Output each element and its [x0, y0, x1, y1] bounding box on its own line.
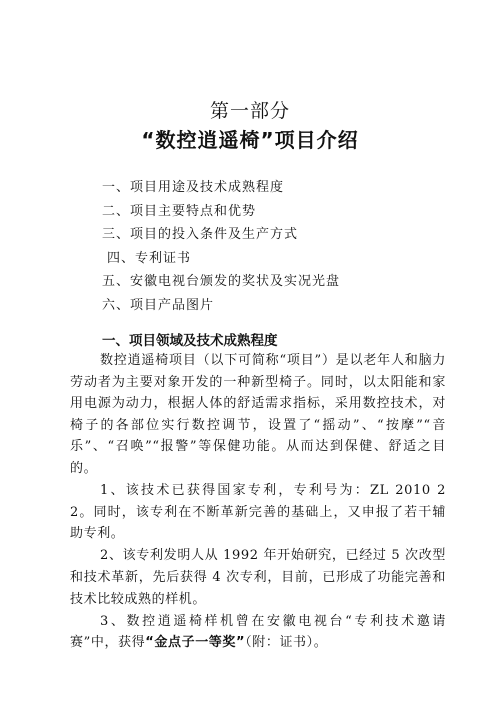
award-name: “金点子一等奖”: [145, 635, 246, 651]
intro-paragraph: 数控逍遥椅项目（以下可简称“项目”）是以老年人和脑力劳动者为主要对象开发的一种新型椅子。同时，以太阳能和家用电源为动力，根据人体的舒适需求指标，采用数控技术，对椅子的各部位实行数控调节，设置了“摇动”、“按摩”“音乐”、“召唤”“报警”等保健功能。从而达到保健、舒适之目的。: [70, 353, 446, 476]
toc-item-6: 六、项目产品图片: [102, 297, 215, 313]
toc-item-1: 一、项目用途及技术成熟程度: [102, 180, 285, 195]
toc-item-2: 二、项目主要特点和优势: [102, 203, 257, 219]
point-1-paragraph: 1、该技术已获得国家专利，专利号为：ZL 2010 2 2。同时，该专利在不断革新完善的基础上，又申报了若干辅助专利。: [70, 483, 465, 542]
point-3-paragraph: [70, 611, 446, 654]
point-2-paragraph: 2、该专利发明人从 1992 年开始研究，已经过 5 次改型和技术革新，先后获得 4 次专利，目前，已形成了功能完善和技术比较成熟的样机。: [70, 548, 446, 607]
part-title: 第一部分: [209, 100, 290, 122]
section-body: [70, 350, 465, 654]
table-of-contents: [102, 176, 462, 317]
section-heading: 一、项目领域及技术成熟程度: [102, 333, 278, 349]
document-title: “数控逍遥椅”项目介绍: [141, 128, 359, 152]
point-3-text: 3、数控逍遥椅样机曾在安徽电视台“专利技术邀请赛”中，获得: [70, 613, 446, 651]
point-3-note: （附：证书）。: [245, 635, 328, 651]
toc-item-4: 四、专利证书: [107, 250, 192, 266]
toc-item-5: 五、安徽电视台颁发的奖状及实况光盘: [102, 274, 341, 289]
toc-item-3: 三、项目的投入条件及生产方式: [102, 227, 299, 242]
